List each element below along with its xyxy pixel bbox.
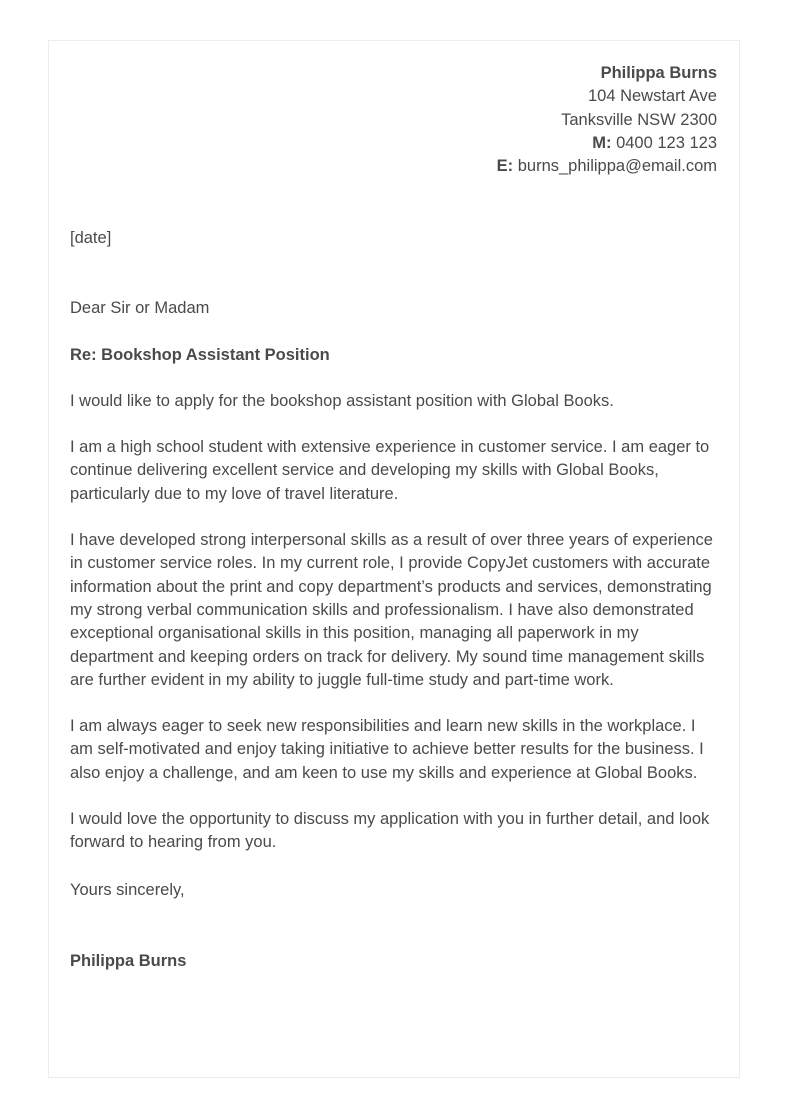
sender-name: Philippa Burns xyxy=(600,64,717,82)
sender-address-line1: 104 Newstart Ave xyxy=(587,87,717,106)
mobile-label: M: xyxy=(592,133,612,152)
paragraph-intro: I would like to apply for the bookshop assistant position with Global Books. xyxy=(70,391,614,410)
signature: Philippa Burns xyxy=(70,951,187,970)
paragraph-background: I am a high school student with extensive experience in customer service. I am eager to continue delivering excellent service and developing my skills with Global Books, particularly due to my love of travel literature. xyxy=(70,438,710,503)
salutation: Dear Sir or Madam xyxy=(70,299,210,318)
sender-email xyxy=(497,155,717,178)
subject-line: Re: Bookshop Assistant Position xyxy=(70,345,330,364)
paragraph-motivation: I am always eager to seek new responsibilities and learn new skills in the workplace. I am self-motivated and enjoy taking initiative to achieve better results for the business. I also enjoy a challenge, and am keen to use my skills and experience at Global Books. xyxy=(70,717,704,782)
letter-date: [date] xyxy=(70,229,112,247)
mobile-value: 0400 123 123 xyxy=(616,133,717,152)
letter-body xyxy=(70,227,720,973)
paragraph-skills: I have developed strong interpersonal skills as a result of over three years of experience in customer service roles. In my current role, I provide CopyJet customers with accurate information about the print and copy department’s products and services, demonstrating my strong verbal communication skills and professionalism. I have also demonstrated exceptional organisational skills in this position, managing all paperwork in my department and keeping orders on track for delivery. My sound time management skills are further evident in my ability to juggle full-time study and part-time work. xyxy=(70,531,713,689)
email-label: E: xyxy=(496,157,514,176)
sender-block xyxy=(497,62,717,178)
sender-mobile xyxy=(497,132,717,155)
paragraph-conclusion: I would love the opportunity to discuss my application with you in further detail, and look forward to hearing from you. xyxy=(70,810,710,852)
email-value: burns_philippa@email.com xyxy=(517,157,717,176)
closing: Yours sincerely, xyxy=(70,880,185,899)
sender-address-line2: Tanksville NSW 2300 xyxy=(561,110,717,129)
letter-page xyxy=(48,40,740,1078)
